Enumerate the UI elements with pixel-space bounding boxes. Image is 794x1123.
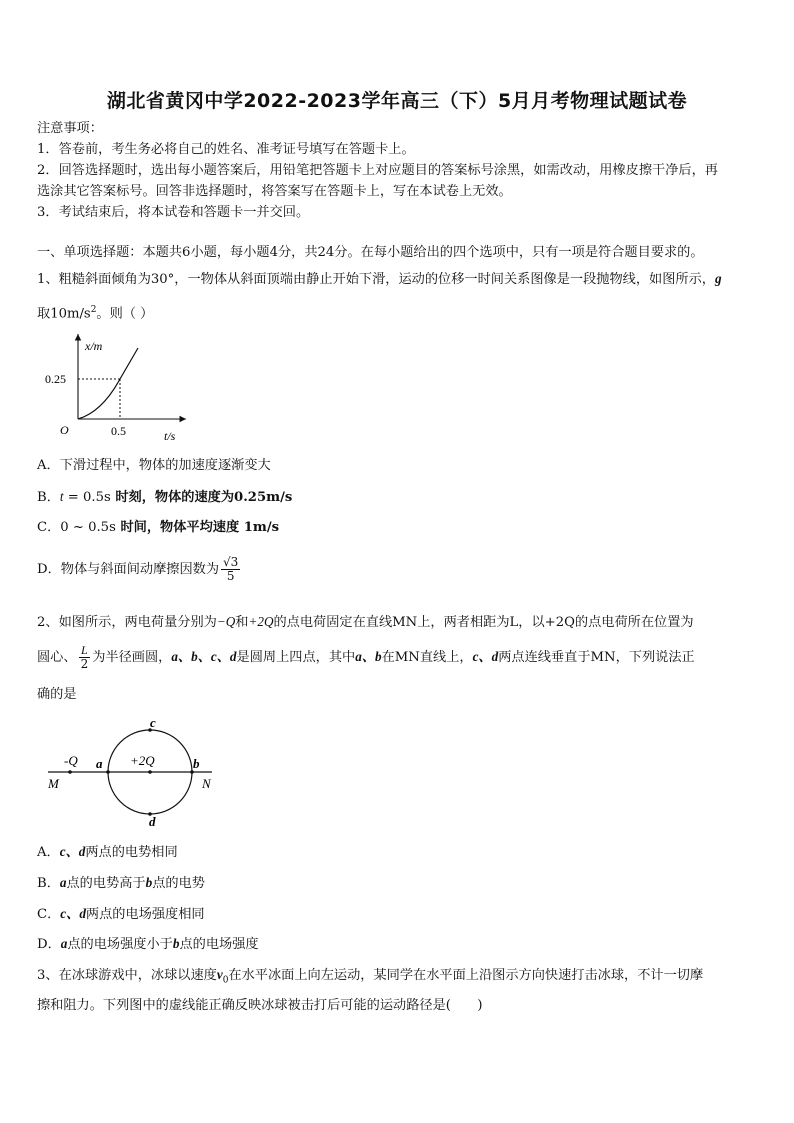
- q1-g-symbol: g: [714, 271, 722, 286]
- q2-radius-fraction: $\frac{L}{2}$: [80, 643, 89, 671]
- q2-label-d: d: [149, 814, 156, 829]
- notice-item-2-line-2: 选涂其它答案标号。回答非选择题时，将答案写在答题卡上，写在本试卷上无效。: [37, 184, 512, 199]
- q1-angle: 30°: [150, 272, 175, 287]
- q1-g-value: 10m/s: [50, 306, 91, 322]
- q1-origin: O: [60, 423, 69, 437]
- q2-label-c: c: [150, 715, 156, 730]
- q2-label-m: M: [48, 776, 59, 791]
- q1-option-b: B．t = 0.5s 时刻，物体的速度为0.25m/s: [37, 489, 293, 505]
- q1-x-tick: 0.5: [111, 424, 126, 438]
- q2-stem-line-2: 圆心、 $\frac{L}{2}$ 为半径画圆，a、b、c、d是圆周上四点，其中a、b在MN直线上，c、d两点连线垂直于MN，下列说法正: [37, 643, 695, 671]
- q2-stem-line-3: 确的是: [37, 687, 77, 702]
- q1-stem-line-1: 1、粗糙斜面倾角为30°，一物体从斜面顶端由静止开始下滑，运动的位移一时间关系图像是一段抛物线，如图所示，g: [37, 271, 722, 287]
- q2-label-pos-2q: +2Q: [130, 753, 155, 768]
- q1-y-tick: 0.25: [45, 372, 66, 386]
- q2-charge-neg: [68, 770, 72, 774]
- q1-option-d-fraction: $\frac{√3}{5}$: [223, 555, 239, 583]
- q1-option-c: C．0 ~ 0.5s 时间，物体平均速度 1m/s: [37, 520, 280, 535]
- q1-option-d: D．物体与斜面间动摩擦因数为 $\frac{√3}{5}$: [37, 555, 239, 583]
- notice-item-2-line-1: 2．回答选择题时，选出每小题答案后，用铅笔把答题卡上对应题目的答案标号涂黑，如需改动，用橡皮擦干净后，再: [37, 163, 718, 178]
- q3-stem-line-2: 擦和阻力。下列图中的虚线能正确反映冰球被击打后可能的运动路径是( ): [37, 998, 483, 1013]
- notice-heading: 注意事项：: [37, 121, 103, 136]
- q2-option-d: D．a点的电场强度小于b点的电场强度: [37, 936, 259, 952]
- notice-item-3: 3．考试结束后，将本试卷和答题卡一并交回。: [37, 205, 310, 220]
- q1-x-label: t/s: [164, 429, 176, 443]
- q1-y-label: x/m: [85, 339, 103, 353]
- q2-label-a: a: [96, 756, 103, 771]
- q2-charge-diagram: [40, 712, 230, 832]
- q1-curve: [78, 348, 138, 419]
- q2-stem-line-1: 2、如图所示，两电荷量分别为−Q和+2Q的点电荷固定在直线MN上，两者相距为L，以+2Q的点电荷所在位置为: [37, 614, 694, 630]
- q2-charge-pos: [148, 770, 152, 774]
- q2-option-b: B．a点的电势高于b点的电势: [37, 875, 205, 891]
- notice-item-1: 1．答卷前，考生务必将自己的姓名、准考证号填写在答题卡上。: [37, 142, 415, 157]
- q3-stem-line-1: 3、在冰球游戏中，冰球以速度$v_0$在水平冰面上向左运动，某同学在水平面上沿图示方向快速打击冰球，不计一切摩: [37, 967, 704, 986]
- section-heading: 一、单项选择题：本题共6小题，每小题4分，共24分。在每小题给出的四个选项中，只有一项是符合题目要求的。: [37, 245, 704, 260]
- q2-option-a: A．c、d两点的电势相同: [37, 844, 178, 860]
- q2-label-b: b: [193, 756, 200, 771]
- q1-option-a: A．下滑过程中，物体的加速度逐渐变大: [37, 458, 271, 473]
- q1-xt-graph: [40, 328, 200, 446]
- page-title: 湖北省黄冈中学2022-2023学年高三（下）5月月考物理试题试卷: [106, 90, 688, 112]
- q2-label-neg-q: -Q: [64, 753, 78, 768]
- q2-label-n: N: [202, 776, 211, 791]
- q2-point-a: [106, 770, 110, 774]
- q1-stem-line-2: 取$10m/s^2$。则（ ）: [37, 305, 154, 322]
- q2-option-c: C．c、d两点的电场强度相同: [37, 906, 205, 922]
